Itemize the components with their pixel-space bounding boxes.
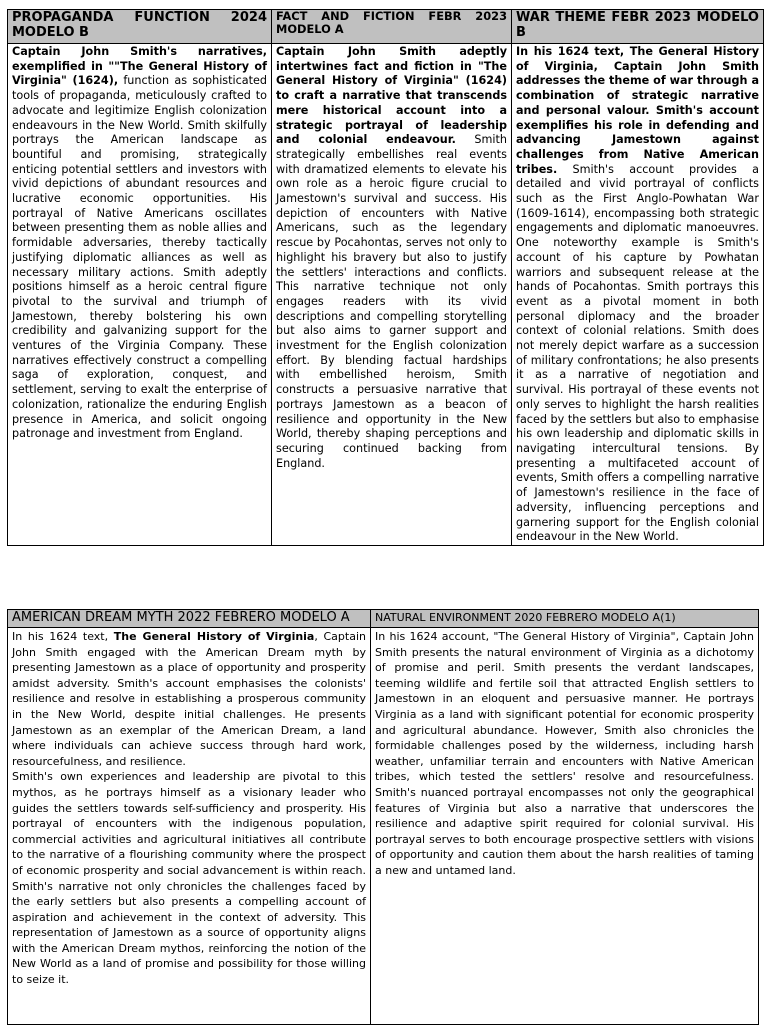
heading-propaganda: PROPAGANDA FUNCTION 2024 MODELO B [12,10,267,40]
lead-war-theme: In his 1624 text, The General History of Virginia, Captain John Smith addresses the theme of war through a combination of strategic narrative and personal valour. Smith's account exemplifies his role in defending and advancing Jamestown against challenges from Native American tribes. [516,45,759,176]
heading-cell-war-theme [512,10,764,44]
body-cell-propaganda [8,44,272,546]
text-segment: , Captain John Smith engaged with the American Dream myth by presenting Jamestown as a place of opportunity and prosperity amidst adversity. Smith's account emphasises the colonists' resilience and resolve in establishing a prosperous community in the New World, despite initial challenges. He presents Jamestown as an exemplar of the American Dream, a land where individuals can achieve success through hard work, resourcefulness, and resilience. [12,630,366,768]
text-segment: In his 1624 text, [12,630,114,643]
heading-fact-fiction: FACT AND FICTION FEBR 2023 MODELO A [276,9,507,36]
heading-cell-american-dream [8,610,371,628]
lead-propaganda: Captain John Smith's narratives, exemplified in ""The General History of Virginia" (1624), [12,45,267,88]
body-cell-american-dream [8,628,371,1025]
body-cell-war-theme [512,44,764,546]
heading-american-dream: AMERICAN DREAM MYTH 2022 FEBRERO MODELO A [12,610,350,625]
essay-table-top [7,9,764,546]
text-fact-fiction: Smith strategically embellishes real events with dramatized elements to elevate his own role as a heroic figure crucial to Jamestown's survival and success. His depiction of encounters with Native Americans, such as the legendary rescue by Pocahontas, serves not only to highlight his bravery but also to justify the settlers' interactions and conflicts. This narrative technique not only engages readers with its vivid descriptions and compelling storytelling but also aims to garner support and investment for the English colonization effort. By blending factual hardships with embellished heroism, Smith constructs a persuasive narrative that portrays Jamestown as a beacon of resilience and opportunity in the New World, thereby shaping perceptions and securing continued backing from England. [276,133,507,470]
lead-fact-fiction: Captain John Smith adeptly intertwines fact and fiction in "The General History of Virginia" (1624) to craft a narrative that transcends mere historical account into a strategic portrayal of leadership and colonial endeavour. [276,45,507,147]
paragraph-american-dream-2: Smith's own experiences and leadership are pivotal to this mythos, as he portrays himself as a visionary leader who guides the settlers towards self-sufficiency and prosperity. His portrayal of encounters with the indigenous population, commercial activities and agricultural initiatives all contribute to the narrative of a flourishing community where the prospect of economic prosperity and social advancement is within reach. Smith's narrative not only chronicles the challenges faced by the early settlers but also presents a compelling account of aspiration and achievement in the context of adversity. This representation of Jamestown as a source of opportunity aligns with the American Dream mythos, reinforcing the notion of the New World as a land of promise and possibility for those willing to seize it. [12,770,366,987]
book-title: The General History of Virginia [113,630,315,643]
heading-cell-propaganda [8,10,272,44]
essay-table-bottom [7,609,759,1025]
paragraph-natural-environment: In his 1624 account, "The General History of Virginia", Captain John Smith presents the natural environment of Virginia as a dichotomy of promise and peril. Smith presents the verdant landscapes, teeming wildlife and fertile soil that attracted English settlers to Jamestown in an eloquent and persuasive manner. He portrays Virginia as a land with significant potential for economic prosperity and agricultural abundance. However, Smith also chronicles the formidable challenges posed by the wilderness, including harsh weather, unfamiliar terrain and encounters with Native American tribes, which tested the settlers' resolve and resourcefulness. Smith's nuanced portrayal encompasses not only the geographical features of Virginia but also a narrative that underscores the resilience and adaptive spirit required for colonial survival. His portrayal serves to both encourage prospective settlers with visions of opportunity and caution them about the harsh realities of taming a new and untamed land. [375,630,754,877]
heading-natural-environment: NATURAL ENVIRONMENT 2020 FEBRERO MODELO A(1) [375,611,676,624]
body-cell-natural-environment [371,628,759,1025]
paragraph-american-dream-1 [12,629,366,769]
heading-war-theme: WAR THEME FEBR 2023 MODELO B [516,10,759,40]
essay-american-dream [8,628,370,988]
essay-propaganda [8,44,271,442]
text-propaganda: function as sophisticated tools of propaganda, meticulously crafted to advocate and legitimize English colonization endeavours in the New World. Smith skilfully portrays the American landscape as bountiful and promising, strategically enticing potential settlers and investors with vivid depictions of abundant resources and lucrative economic opportunities. His portrayal of Native Americans oscillates between presenting them as noble allies and formidable adversaries, thereby tactically justifying diplomatic alliances as well as necessary military actions. Smith adeptly positions himself as a heroic central figure pivotal to the survival and triumph of Jamestown, thereby bolstering his own credibility and galvanizing support for the ventures of the Virginia Company. These narratives effectively construct a compelling saga of exploration, conquest, and settlement, serving to exalt the enterprise of colonization, rationalize the enduring English presence in America, and solicit ongoing patronage and investment from England. [12,74,267,441]
essay-fact-fiction [272,44,511,471]
heading-cell-fact-fiction [272,10,512,44]
text-war-theme: Smith's account provides a detailed and vivid portrayal of conflicts such as the First Anglo-Powhatan War (1609-1614), encompassing both strategic engagements and diplomatic manoeuvres. One noteworthy example is Smith's account of his capture by Powhatan warriors and subsequent release at the hands of Pocahontas. Smith portrays this event as a pivotal moment in both personal diplomacy and the broader context of colonial relations. Smith does not merely depict warfare as a succession of military confrontations; he also presents it as a narrative of negotiation and survival. His portrayal of these events not only serves to highlight the harsh realities faced by the settlers but also to emphasise his own leadership and diplomatic skills in navigating intercultural tensions. By presenting a multifaceted account of events, Smith offers a compelling narrative of Jamestown's resilience in the face of adversity, influencing perceptions and garnering support for the English colonial endeavour in the New World. [516,162,759,544]
heading-cell-natural-environment [371,610,759,628]
body-cell-fact-fiction [272,44,512,546]
essay-war-theme [512,44,763,545]
essay-natural-environment [371,628,758,879]
